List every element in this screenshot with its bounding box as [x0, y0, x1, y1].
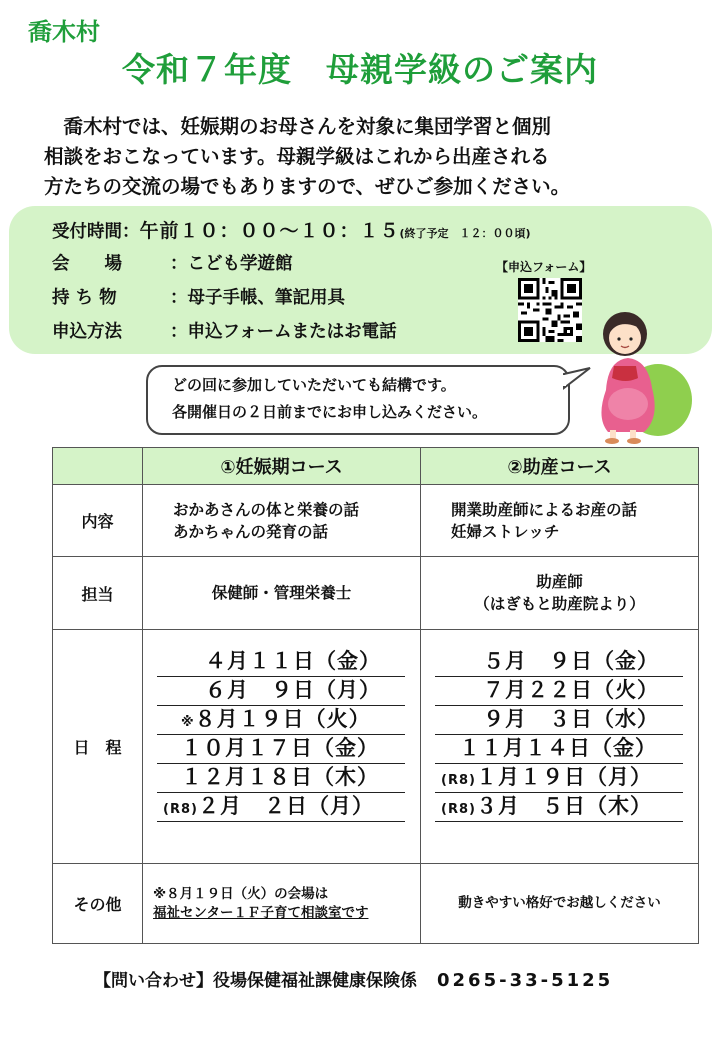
date-text	[205, 645, 381, 675]
schedule-date	[421, 677, 698, 706]
date-underline	[435, 821, 683, 822]
content-line: おかあさんの体と栄養の話	[173, 500, 360, 519]
content-line: あかちゃんの発育の話	[173, 522, 329, 541]
schedule-date	[421, 706, 698, 735]
date-text	[181, 703, 371, 733]
intro-line: 相談をおこなっています。母親学級はこれから出産される	[44, 145, 550, 168]
date-text	[441, 790, 652, 820]
date-value: ９月 ３日（水）	[483, 707, 659, 731]
form-label: 【申込フォーム】	[496, 260, 592, 274]
content-label: 内容	[53, 485, 143, 557]
items-value: ：母子手帳、筆記用具	[170, 288, 345, 308]
course1-header: ①妊娠期コース	[143, 448, 421, 485]
intro-line: 喬木村では、妊娠期のお母さんを対象に集団学習と個別	[44, 115, 552, 138]
reception-value: 午前１０：００〜１０：１５	[139, 220, 400, 242]
date-text	[163, 790, 374, 820]
date-value: ２月 ２日（月）	[197, 794, 374, 818]
venue-label: 会 場	[52, 254, 122, 274]
note-line: 福祉センター１Ｆ子育て相談室です	[153, 904, 369, 921]
intro-line: 方たちの交流の場でもありますので、ぜひご参加ください。	[44, 175, 571, 198]
contact-label: 【問い合わせ】役場保健福祉課健康保険係	[94, 971, 417, 991]
schedule-date	[143, 735, 420, 764]
date-value: ６月 ９日（月）	[205, 678, 381, 702]
date-text	[181, 761, 379, 791]
apply-value: ：申込フォームまたはお電話	[170, 322, 397, 342]
date-text	[483, 645, 659, 675]
staff-line: （はぎもと助産院より）	[474, 595, 645, 613]
contact-phone[interactable]: 0265-33-5125	[437, 970, 614, 991]
other-course1	[143, 864, 421, 944]
date-text	[459, 732, 657, 762]
staff-course2	[421, 557, 699, 630]
items-label: 持 ち 物	[52, 288, 117, 308]
date-value: ５月 ９日（金）	[483, 649, 659, 673]
date-prefix: ※	[181, 715, 195, 730]
bubble-text	[172, 372, 487, 426]
date-prefix: (R8)	[441, 802, 476, 817]
date-value: ７月２２日（火）	[483, 678, 659, 702]
bubble-line: 各開催日の２日前までにお申し込みください。	[172, 403, 488, 421]
reception-label: 受付時間：	[52, 222, 140, 242]
village-name: 喬木村	[28, 18, 100, 46]
items-row	[52, 284, 345, 309]
reception-row	[52, 216, 531, 243]
schedule-date	[143, 764, 420, 793]
date-value: １１月１４日（金）	[459, 736, 657, 760]
schedule-date	[143, 677, 420, 706]
date-value: １月１９日（月）	[475, 765, 652, 789]
pregnant-mother-illustration	[578, 300, 693, 445]
schedule-label: 日 程	[53, 630, 143, 864]
schedule-date	[143, 793, 420, 822]
schedule-date	[421, 735, 698, 764]
venue-value: ：こども学遊館	[170, 254, 293, 274]
schedule-date	[143, 648, 420, 677]
content-line: 開業助産師によるお産の話	[451, 500, 638, 519]
staff-course1: 保健師・管理栄養士	[143, 557, 421, 630]
table-corner	[53, 448, 143, 485]
page-title: 令和７年度 母親学級のご案内	[122, 50, 598, 89]
apply-row	[52, 318, 397, 343]
content-course2	[421, 485, 699, 557]
date-value: ４月１１日（金）	[205, 649, 381, 673]
apply-label: 申込方法	[52, 322, 122, 342]
other-label: その他	[53, 864, 143, 944]
schedule-course1	[143, 630, 421, 864]
date-value: ３月 ５日（木）	[475, 794, 652, 818]
date-value: ８月１９日（火）	[194, 707, 371, 731]
course1-date-list	[143, 630, 420, 822]
content-line: 妊婦ストレッチ	[451, 522, 560, 541]
date-text	[483, 703, 659, 733]
date-prefix: (R8)	[163, 802, 198, 817]
contact-info	[94, 966, 613, 991]
date-value: １０月１７日（金）	[181, 736, 379, 760]
reception-note: (終了予定 １２：００頃)	[399, 227, 531, 240]
date-text	[483, 674, 659, 704]
content-course1	[143, 485, 421, 557]
note-line: ※８月１９日（火）の会場は	[153, 885, 329, 902]
schedule-date	[143, 706, 420, 735]
bubble-line: どの回に参加していただいても結構です。	[172, 376, 456, 394]
date-text	[205, 674, 381, 704]
intro-paragraph	[44, 112, 694, 202]
date-value: １２月１８日（木）	[181, 765, 379, 789]
date-prefix: (R8)	[441, 773, 476, 788]
application-qr-code[interactable]	[518, 278, 582, 342]
staff-line: 助産師	[536, 573, 583, 591]
schedule-date	[421, 793, 698, 822]
venue-row	[52, 250, 293, 275]
schedule-course2	[421, 630, 699, 864]
schedule-date	[421, 648, 698, 677]
schedule-date	[421, 764, 698, 793]
course-schedule-table	[52, 447, 699, 944]
other-course2: 動きやすい格好でお越しください	[421, 864, 699, 944]
date-underline	[157, 821, 405, 822]
course2-date-list	[421, 630, 698, 822]
date-text	[181, 732, 379, 762]
date-text	[441, 761, 652, 791]
staff-label: 担当	[53, 557, 143, 630]
course2-header: ②助産コース	[421, 448, 699, 485]
